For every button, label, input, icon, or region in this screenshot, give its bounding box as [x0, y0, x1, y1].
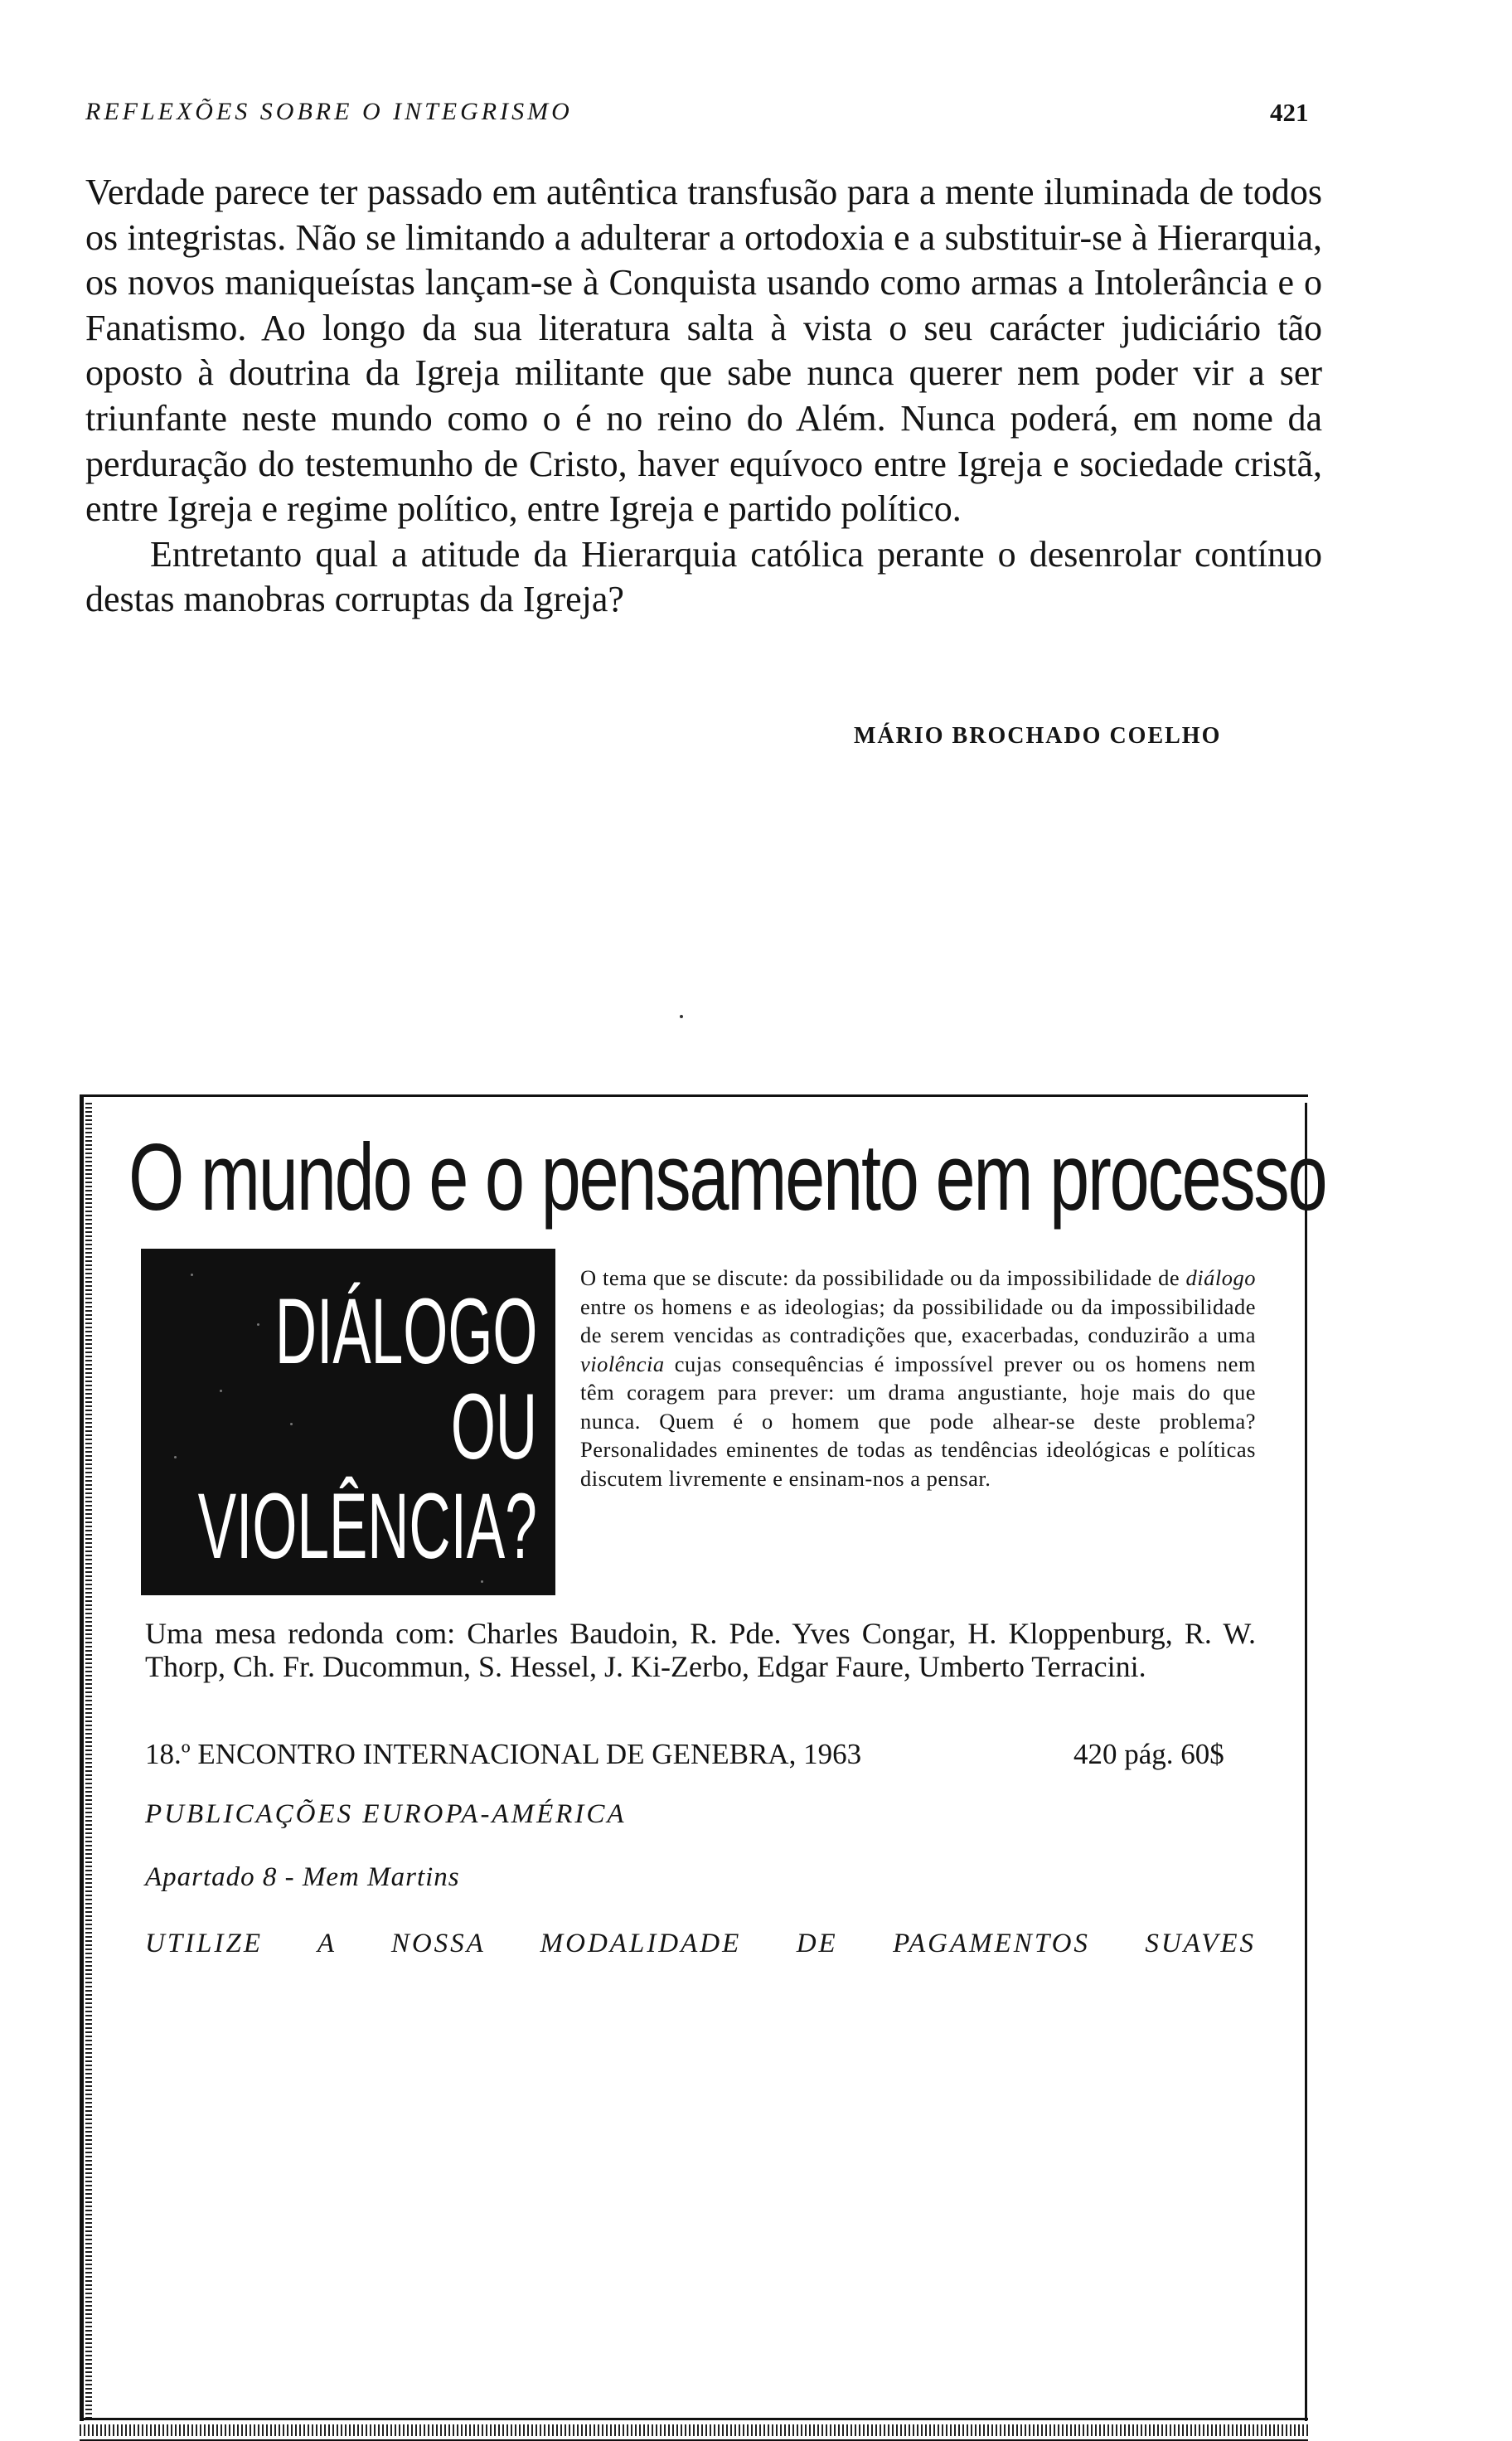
book-description-text: entre os homens e as ideologias; da possibilidade ou da impossibilidade de serem vencidas as contradições que, exacerbadas, conduzirão a uma	[580, 1293, 1256, 1347]
article-author: MÁRIO BROCHADO COELHO	[854, 723, 1222, 749]
book-description-emphasis: diálogo	[1185, 1265, 1256, 1290]
ad-frame-bottom-pattern	[80, 2424, 1308, 2436]
cover-speck	[290, 1423, 293, 1425]
cover-speck	[174, 1456, 177, 1458]
book-description-emphasis: violência	[580, 1351, 665, 1376]
cover-speck	[191, 1274, 193, 1276]
price-info: 420 pág. 60$	[1073, 1738, 1224, 1770]
ad-frame-left-pattern	[85, 1103, 92, 2421]
ad-frame-bottom-rule	[80, 2418, 1308, 2420]
book-cover	[141, 1249, 555, 1595]
payment-note: UTILIZE A NOSSA MODALIDADE DE PAGAMENTOS SUAVES	[145, 1929, 1256, 1958]
book-cover-title-line-3: VIOLÊNCIA?	[197, 1474, 537, 1578]
ad-frame-right-rule	[1305, 1103, 1307, 2421]
cover-speck	[257, 1323, 259, 1326]
book-description	[580, 1264, 1256, 1492]
book-cover-title-line-1: DIÁLOGO	[274, 1279, 537, 1383]
running-header-title: REFLEXÕES SOBRE O INTEGRISMO	[85, 98, 573, 125]
cover-speck	[481, 1580, 483, 1583]
publisher-address: Apartado 8 - Mem Martins	[145, 1862, 460, 1892]
page-number: 421	[1270, 98, 1309, 127]
book-description-text: cujas consequências é impossível prever ou os homens nem têm coragem para prever: um drama angustiante, hoje mais do que nunca. Quem é o homem que pode alhear-se deste problema? Personalidades eminentes de todas as tendências ideológicas e políticas discutem livremente e ensinam-nos a pensar.	[580, 1351, 1256, 1491]
article-paragraph-1: Verdade parece ter passado em autêntica transfusão para a mente iluminada de todos os integristas. Não se limitando a adulterar a ortodoxia e a substituir-se à Hierarquia, os novos maniqueístas lançam-se à Conquista usando como armas a Intolerância e o Fanatismo. Ao longo da sua literatura salta à vista o seu carácter judiciário tão oposto à doutrina da Igreja militante que sabe nunca querer nem poder vir a ser triunfante neste mundo como o é no reino do Além. Nunca poderá, em nome da perduração do testemunho de Cristo, haver equívoco entre Igreja e sociedade cristã, entre Igreja e regime político, entre Igreja e partido político.	[85, 172, 1322, 530]
ad-frame-left-rule	[80, 1094, 84, 2421]
cover-speck	[220, 1390, 222, 1392]
meeting-info: 18.º ENCONTRO INTERNACIONAL DE GENEBRA, 1963	[145, 1738, 862, 1770]
ad-headline: O mundo e o pensamento em processo	[128, 1125, 1326, 1230]
ad-frame-top-rule	[80, 1094, 1308, 1097]
print-speck	[680, 1015, 683, 1018]
article-paragraph-2: Entretanto qual a atitude da Hierarquia católica perante o desenrolar contínuo destas manobras corruptas da Igreja?	[85, 533, 1322, 620]
publisher-name: PUBLICAÇÕES EUROPA-AMÉRICA	[145, 1799, 627, 1829]
book-cover-title-line-2: OU	[450, 1375, 537, 1478]
roundtable-participants: Uma mesa redonda com: Charles Baudoin, R. Pde. Yves Congar, H. Kloppenburg, R. W. Thorp, Ch. Fr. Ducommun, S. Hessel, J. Ki-Zerbo, Edgar Faure, Umberto Terracini.	[145, 1617, 1256, 1683]
book-description-text: O tema que se discute: da possibilidade ou da impossibilidade de	[580, 1265, 1186, 1290]
article-body	[85, 170, 1322, 623]
